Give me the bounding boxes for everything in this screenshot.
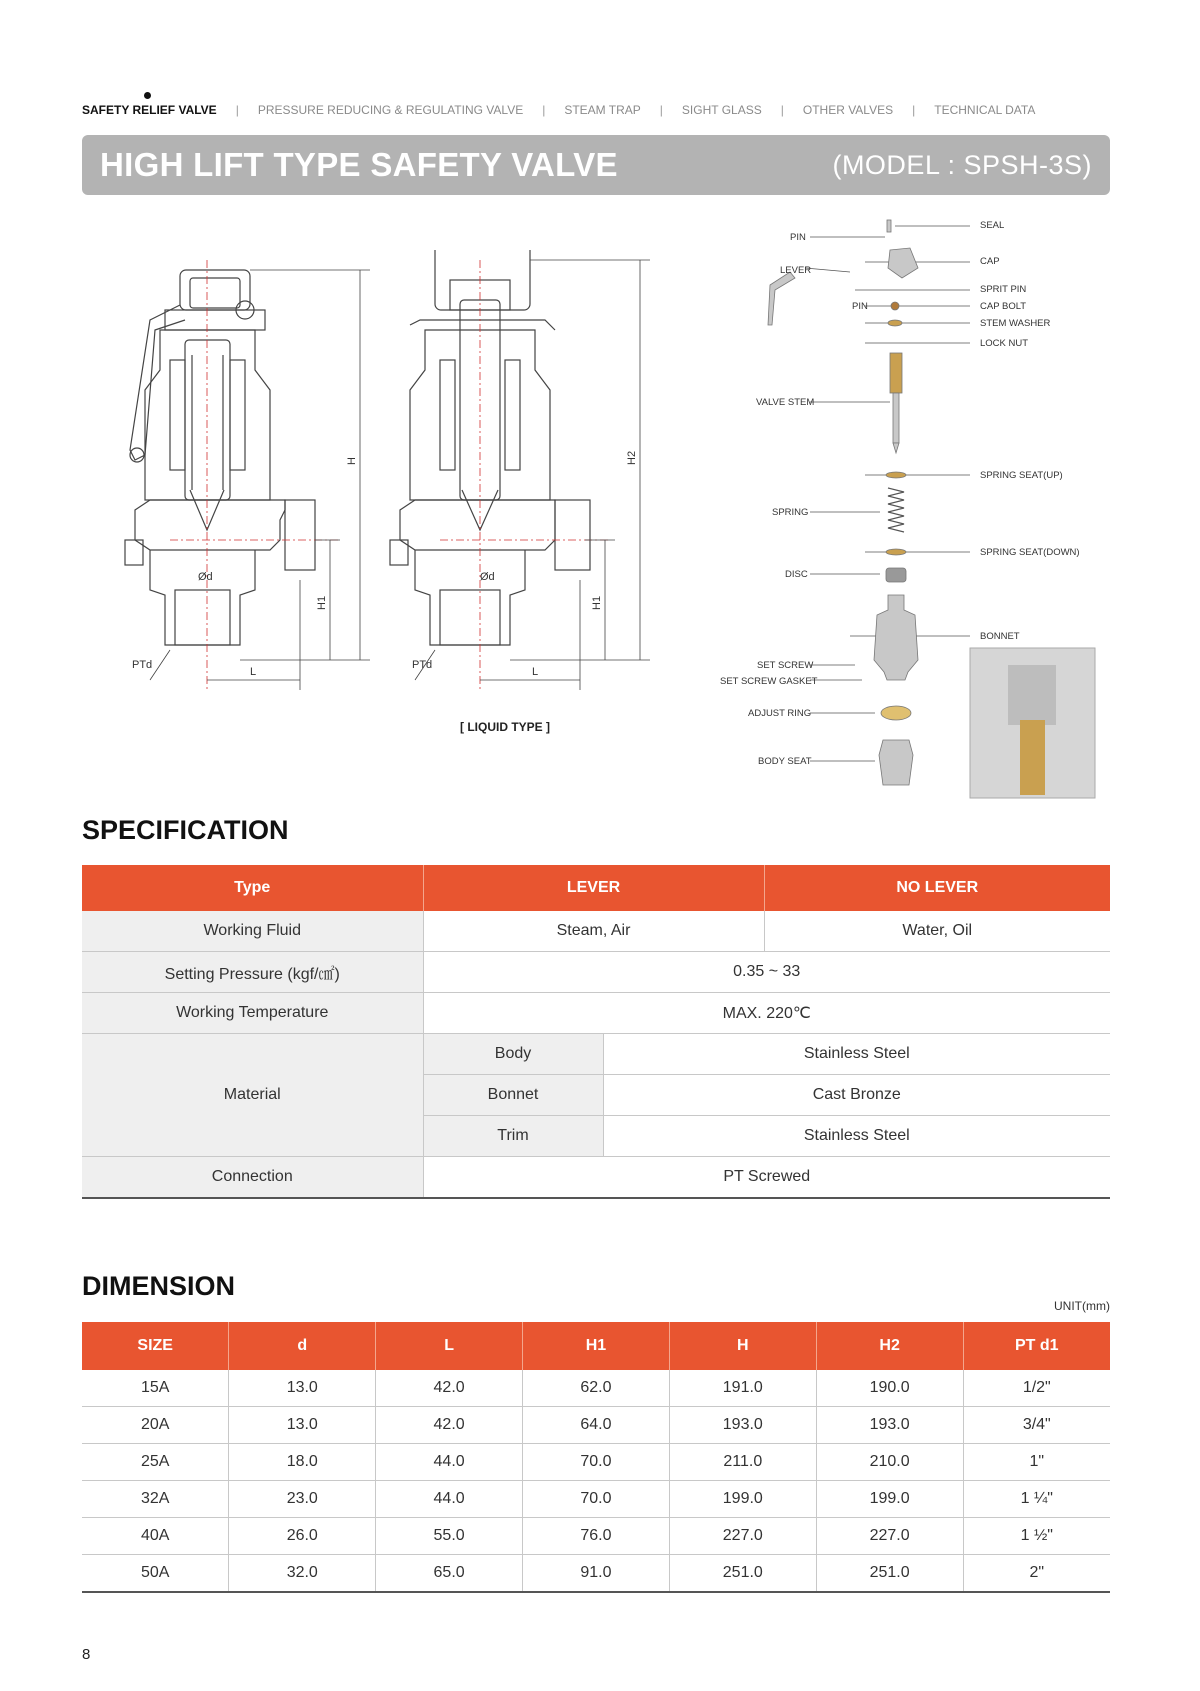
table-row <box>82 1481 1110 1518</box>
column-header: H <box>669 1322 816 1370</box>
liquid-type-drawing <box>390 250 590 645</box>
cell-value: Steam, Air <box>423 911 764 952</box>
column-header: SIZE <box>82 1322 229 1370</box>
table-cell: 20A <box>82 1407 229 1444</box>
column-header: H2 <box>816 1322 963 1370</box>
dimension-label-h1: H1 <box>316 595 328 610</box>
nav-item-pressure-reducing[interactable]: PRESSURE REDUCING & REGULATING VALVE <box>257 103 524 117</box>
table-cell: 44.0 <box>376 1444 523 1481</box>
table-cell: 23.0 <box>229 1481 376 1518</box>
table-cell: 199.0 <box>816 1481 963 1518</box>
part-label-adjust-ring: ADJUST RING <box>748 708 812 719</box>
table-cell: 76.0 <box>523 1518 670 1555</box>
nav-separator: | <box>912 103 916 117</box>
dimension-table <box>82 1322 1110 1593</box>
cell-value: 0.35 ~ 33 <box>423 952 1110 993</box>
unit-note: UNIT(mm) <box>1054 1299 1110 1313</box>
spec-row-connection <box>82 1157 1110 1199</box>
dimension-label-ptd: PTd <box>132 659 153 671</box>
spec-header-row <box>82 865 1110 911</box>
nav-separator: | <box>235 103 239 117</box>
table-cell: 3/4" <box>963 1407 1110 1444</box>
header-type: Type <box>82 865 423 911</box>
part-label-disc: DISC <box>785 569 808 580</box>
model-number: (MODEL : SPSH-3S) <box>832 149 1092 180</box>
header-no-lever: NO LEVER <box>764 865 1110 911</box>
cell-value: Stainless Steel <box>603 1116 1110 1157</box>
spec-row-material-body <box>82 1034 1110 1075</box>
nav-item-steam-trap[interactable]: STEAM TRAP <box>564 103 641 117</box>
dimension-label-l: L <box>532 666 539 678</box>
table-cell: 191.0 <box>669 1370 816 1407</box>
active-indicator-dot <box>144 92 151 99</box>
table-cell: 210.0 <box>816 1444 963 1481</box>
row-label: Working Temperature <box>82 993 423 1034</box>
table-cell: 91.0 <box>523 1555 670 1593</box>
table-cell: 42.0 <box>376 1407 523 1444</box>
dimension-label-d: Ød <box>198 571 213 583</box>
table-cell: 251.0 <box>669 1555 816 1593</box>
table-cell: 227.0 <box>816 1518 963 1555</box>
spec-row-working-temperature <box>82 993 1110 1034</box>
table-cell: 32.0 <box>229 1555 376 1593</box>
part-label-set-screw: SET SCREW <box>757 660 814 671</box>
column-header: H1 <box>523 1322 670 1370</box>
table-cell: 62.0 <box>523 1370 670 1407</box>
nav-item-technical-data[interactable]: TECHNICAL DATA <box>934 103 1036 117</box>
table-cell: 251.0 <box>816 1555 963 1593</box>
table-cell: 26.0 <box>229 1518 376 1555</box>
part-label-cap: CAP <box>980 256 1000 267</box>
table-row <box>82 1370 1110 1407</box>
table-cell: 193.0 <box>816 1407 963 1444</box>
table-cell: 211.0 <box>669 1444 816 1481</box>
table-cell: 70.0 <box>523 1444 670 1481</box>
dimension-label-h: H <box>346 457 358 465</box>
dimension-header-row <box>82 1322 1110 1370</box>
table-cell: 64.0 <box>523 1407 670 1444</box>
part-label-set-screw-gasket: SET SCREW GASKET <box>720 676 818 687</box>
specification-table <box>82 865 1110 1199</box>
dimension-label-h1: H1 <box>591 595 603 610</box>
part-label-spring: SPRING <box>772 507 809 518</box>
table-cell: 32A <box>82 1481 229 1518</box>
lever-type-drawing <box>125 270 315 645</box>
row-label: Material <box>82 1034 423 1157</box>
cell-value: Cast Bronze <box>603 1075 1110 1116</box>
table-row <box>82 1407 1110 1444</box>
part-label-spring-seat-down: SPRING SEAT(DOWN) <box>980 547 1080 558</box>
liquid-type-caption: [ LIQUID TYPE ] <box>460 720 550 734</box>
part-label-cap-bolt: CAP BOLT <box>980 301 1027 312</box>
column-header: PT d1 <box>963 1322 1110 1370</box>
table-cell: 1/2" <box>963 1370 1110 1407</box>
part-label-pin: PIN <box>852 301 868 312</box>
part-label-sprit-pin: SPRIT PIN <box>980 284 1027 295</box>
table-cell: 44.0 <box>376 1481 523 1518</box>
page-number: 8 <box>82 1646 91 1663</box>
table-cell: 2" <box>963 1555 1110 1593</box>
table-cell: 18.0 <box>229 1444 376 1481</box>
table-cell: 1 ½" <box>963 1518 1110 1555</box>
material-part: Trim <box>423 1116 603 1157</box>
table-cell: 15A <box>82 1370 229 1407</box>
nav-separator: | <box>659 103 663 117</box>
dimension-label-h2: H2 <box>626 450 638 465</box>
column-header: L <box>376 1322 523 1370</box>
table-cell: 42.0 <box>376 1370 523 1407</box>
cell-value: Water, Oil <box>764 911 1110 952</box>
nav-item-safety-relief-valve[interactable] <box>82 103 217 117</box>
table-cell: 13.0 <box>229 1370 376 1407</box>
part-label-lever: LEVER <box>780 265 812 276</box>
table-cell: 40A <box>82 1518 229 1555</box>
cell-value: PT Screwed <box>423 1157 1110 1199</box>
table-row <box>82 1518 1110 1555</box>
nav-separator: | <box>542 103 546 117</box>
table-cell: 65.0 <box>376 1555 523 1593</box>
cell-value: Stainless Steel <box>603 1034 1110 1075</box>
row-label: Connection <box>82 1157 423 1199</box>
dimension-label-l: L <box>250 666 257 678</box>
cell-value: MAX. 220℃ <box>423 993 1110 1034</box>
material-part: Bonnet <box>423 1075 603 1116</box>
part-label-valve-stem: VALVE STEM <box>756 397 815 408</box>
nav-item-label: SAFETY RELIEF VALVE <box>82 103 217 117</box>
specification-heading: SPECIFICATION <box>82 815 289 845</box>
page-title: HIGH LIFT TYPE SAFETY VALVE <box>100 146 618 183</box>
valve-section-drawings <box>110 250 670 690</box>
nav-separator: | <box>780 103 784 117</box>
table-cell: 70.0 <box>523 1481 670 1518</box>
nav-item-sight-glass[interactable]: SIGHT GLASS <box>681 103 762 117</box>
category-nav <box>82 98 1035 122</box>
table-cell: 13.0 <box>229 1407 376 1444</box>
table-row <box>82 1444 1110 1481</box>
part-label-lock-nut: LOCK NUT <box>980 338 1029 349</box>
row-label: Working Fluid <box>82 911 423 952</box>
table-cell: 227.0 <box>669 1518 816 1555</box>
header-lever: LEVER <box>423 865 764 911</box>
column-header: d <box>229 1322 376 1370</box>
table-cell: 193.0 <box>669 1407 816 1444</box>
part-label-bonnet: BONNET <box>980 631 1020 642</box>
spec-row-setting-pressure <box>82 952 1110 993</box>
table-cell: 1" <box>963 1444 1110 1481</box>
dimension-label-d: Ød <box>480 571 495 583</box>
part-label-spring-seat-up: SPRING SEAT(UP) <box>980 470 1063 481</box>
part-label-pin: PIN <box>790 232 806 243</box>
exploded-parts-view <box>690 210 1110 800</box>
table-cell: 50A <box>82 1555 229 1593</box>
dimension-table-body <box>82 1370 1110 1592</box>
table-cell: 1 ¼" <box>963 1481 1110 1518</box>
table-cell: 190.0 <box>816 1370 963 1407</box>
title-banner <box>82 135 1110 195</box>
part-label-seal: SEAL <box>980 220 1005 231</box>
row-label: Setting Pressure (kgf/㎠) <box>82 952 423 993</box>
table-cell: 55.0 <box>376 1518 523 1555</box>
table-cell: 25A <box>82 1444 229 1481</box>
table-row <box>82 1555 1110 1593</box>
dimension-heading: DIMENSION <box>82 1271 236 1301</box>
nav-item-other-valves[interactable]: OTHER VALVES <box>802 103 894 117</box>
material-part: Body <box>423 1034 603 1075</box>
table-cell: 199.0 <box>669 1481 816 1518</box>
part-label-body-seat: BODY SEAT <box>758 756 812 767</box>
spec-row-working-fluid <box>82 911 1110 952</box>
part-label-stem-washer: STEM WASHER <box>980 318 1051 329</box>
dimension-label-ptd: PTd <box>412 659 433 671</box>
